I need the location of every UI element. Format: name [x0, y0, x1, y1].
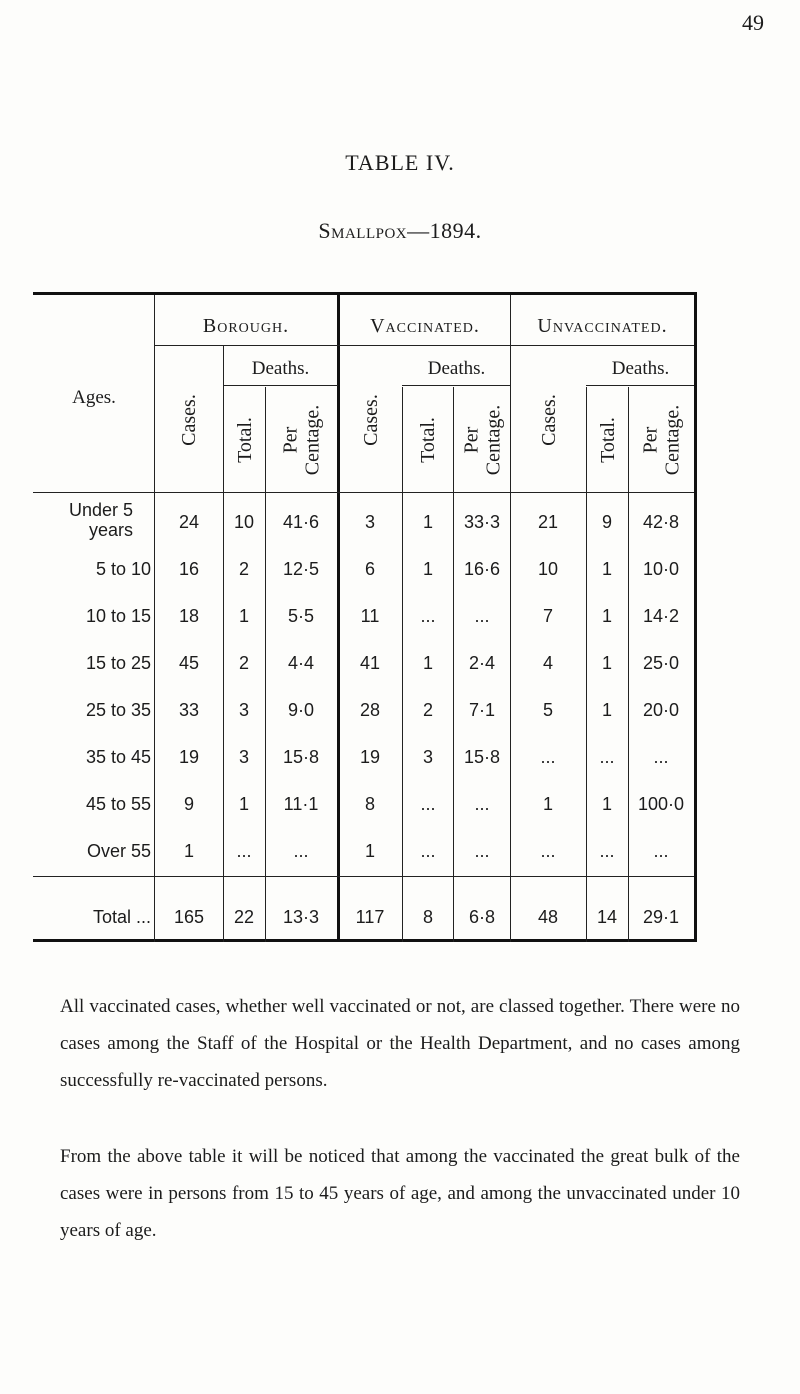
table-cell: ... [474, 794, 490, 814]
table-cell: 1 [422, 559, 433, 579]
table-cell: 1 [364, 841, 375, 861]
table-cell: 7 [542, 606, 553, 626]
table-cell: ... [420, 606, 436, 626]
table-cell: 8 [422, 907, 433, 927]
table-cell: 1 [422, 512, 433, 532]
table-cell: 1 [601, 606, 612, 626]
table-cell: ... [653, 841, 669, 861]
table-cell: ... [420, 794, 436, 814]
table-cell: 8 [364, 794, 375, 814]
table-cell: 1 [601, 794, 612, 814]
table-cell: ... [599, 841, 615, 861]
group-unvaccinated: Unvaccinated. [537, 315, 668, 337]
table-cell: 1 [601, 700, 612, 720]
age-label: 5 to 10 [95, 559, 151, 579]
table-cell: 1 [183, 841, 194, 861]
table-cell: 48 [537, 907, 559, 927]
table-cell: 6·8 [468, 907, 495, 927]
table-cell: 24 [178, 512, 200, 532]
age-label: Under 5 years [68, 500, 133, 540]
table-cell: 16 [178, 559, 200, 579]
table-cell: ... [474, 606, 490, 626]
table-cell: 11·1 [283, 794, 319, 814]
age-label: Over 55 [86, 841, 151, 861]
table-cell: ... [420, 841, 436, 861]
table-cell: 2 [238, 559, 249, 579]
table-cell: 9 [601, 512, 612, 532]
table-cell: 9 [183, 794, 194, 814]
table-cell: 16·6 [463, 559, 501, 579]
table-cell: 41·6 [282, 512, 320, 532]
table-cell: 13·3 [282, 907, 320, 927]
header-rule [33, 492, 694, 493]
table-cell: 4·4 [287, 653, 314, 673]
table-cell: 5 [542, 700, 553, 720]
vaccinated-deaths-label: Deaths. [427, 358, 486, 379]
age-label: 35 to 45 [85, 747, 151, 767]
table-cell: 11 [360, 606, 380, 626]
table-cell: 15·8 [282, 747, 320, 767]
page-number: 49 [742, 10, 764, 35]
table-cell: 1 [601, 653, 612, 673]
paragraph-1: All vaccinated cases, whether well vaccinated or not, are classed together. There were no cases among the Staff of the Hospital or the Health Department, and no cases among successfully re-vaccinated persons. [60, 996, 740, 1091]
group-vaccinated: Vaccinated. [370, 315, 480, 337]
header-rule [402, 385, 510, 386]
header-rule [155, 345, 694, 346]
table-cell: 41 [359, 653, 381, 673]
paragraph-2: From the above table it will be noticed that among the vaccinated the great bulk of the cases were in persons from 15 to 45 years of age, and among the unvaccinated under 10 years of age. [60, 1146, 740, 1241]
total-label: Total ... [92, 907, 151, 927]
table-cell: 100·0 [637, 794, 685, 814]
table-cell: ... [236, 841, 252, 861]
unvaccinated-deaths-label: Deaths. [611, 358, 670, 379]
age-label: 45 to 55 [85, 794, 151, 814]
table-cell: ... [599, 747, 615, 767]
table-cell: 45 [178, 653, 200, 673]
table-cell: 3 [364, 512, 375, 532]
header-rule [586, 385, 694, 386]
age-label: 15 to 25 [85, 653, 151, 673]
table-cell: 33·3 [463, 512, 501, 532]
table-cell: 1 [238, 606, 249, 626]
table-cell: 12·5 [282, 559, 320, 579]
table-cell: 1 [542, 794, 553, 814]
total-rule [33, 876, 694, 877]
ages-header: Ages. [72, 387, 116, 408]
table-cell: 22 [233, 907, 255, 927]
table-cell: 19 [359, 747, 381, 767]
borough-percentage-header: Per Centage. [279, 404, 324, 475]
borough-total-header: Total. [233, 416, 256, 463]
unvaccinated-total-header: Total. [596, 416, 619, 463]
table-cell: 29·1 [642, 907, 680, 927]
table-cell: 10 [233, 512, 255, 532]
borough-cases-header: Cases. [177, 393, 200, 446]
table-cell: 7·1 [468, 700, 495, 720]
table-cell: 4 [542, 653, 553, 673]
table-cell: ... [653, 747, 669, 767]
table-cell: 20·0 [642, 700, 680, 720]
table-cell: ... [293, 841, 309, 861]
age-label: 10 to 15 [85, 606, 151, 626]
table-cell: 14·2 [642, 606, 680, 626]
table-title: TABLE IV. [345, 150, 455, 175]
table-cell: 117 [355, 907, 385, 927]
table-cell: 1 [238, 794, 249, 814]
vaccinated-percentage-header: Per Centage. [460, 404, 505, 475]
borough-deaths-label: Deaths. [251, 358, 310, 379]
header-rule [223, 385, 338, 386]
table-cell: 2 [238, 653, 249, 673]
table-cell: 21 [537, 512, 559, 532]
table-cell: ... [474, 841, 490, 861]
table-cell: 18 [178, 606, 200, 626]
age-label: 25 to 35 [85, 700, 151, 720]
table-cell: 3 [238, 747, 249, 767]
table-cell: 5·5 [287, 606, 314, 626]
vaccinated-total-header: Total. [417, 416, 439, 463]
table-cell: 10 [537, 559, 559, 579]
group-borough: Borough. [202, 315, 290, 337]
table-cell: 3 [422, 747, 433, 767]
table-cell: ... [540, 841, 556, 861]
table-cell: 19 [178, 747, 200, 767]
table-cell: 42·8 [642, 512, 680, 532]
table-cell: ... [540, 747, 556, 767]
table-cell: 165 [173, 907, 205, 927]
table-cell: 15·8 [463, 747, 501, 767]
table-cell: 1 [422, 653, 433, 673]
table-cell: 1 [601, 559, 612, 579]
table-cell: 3 [238, 700, 249, 720]
table-cell: 6 [364, 559, 375, 579]
table-cell: 9·0 [287, 700, 314, 720]
unvaccinated-cases-header: Cases. [537, 393, 560, 446]
vaccinated-cases-header: Cases. [359, 393, 382, 446]
table-cell: 25·0 [642, 653, 680, 673]
table-cell: 14 [596, 907, 618, 927]
table-cell: 10·0 [642, 559, 680, 579]
table-cell: 33 [178, 700, 200, 720]
table-subtitle: Smallpox—1894. [318, 218, 482, 243]
table-cell: 2 [422, 700, 433, 720]
table-cell: 2·4 [468, 653, 495, 673]
unvaccinated-percentage-header: Per Centage. [639, 404, 684, 475]
smallpox-table [33, 292, 697, 942]
table-cell: 28 [359, 700, 381, 720]
